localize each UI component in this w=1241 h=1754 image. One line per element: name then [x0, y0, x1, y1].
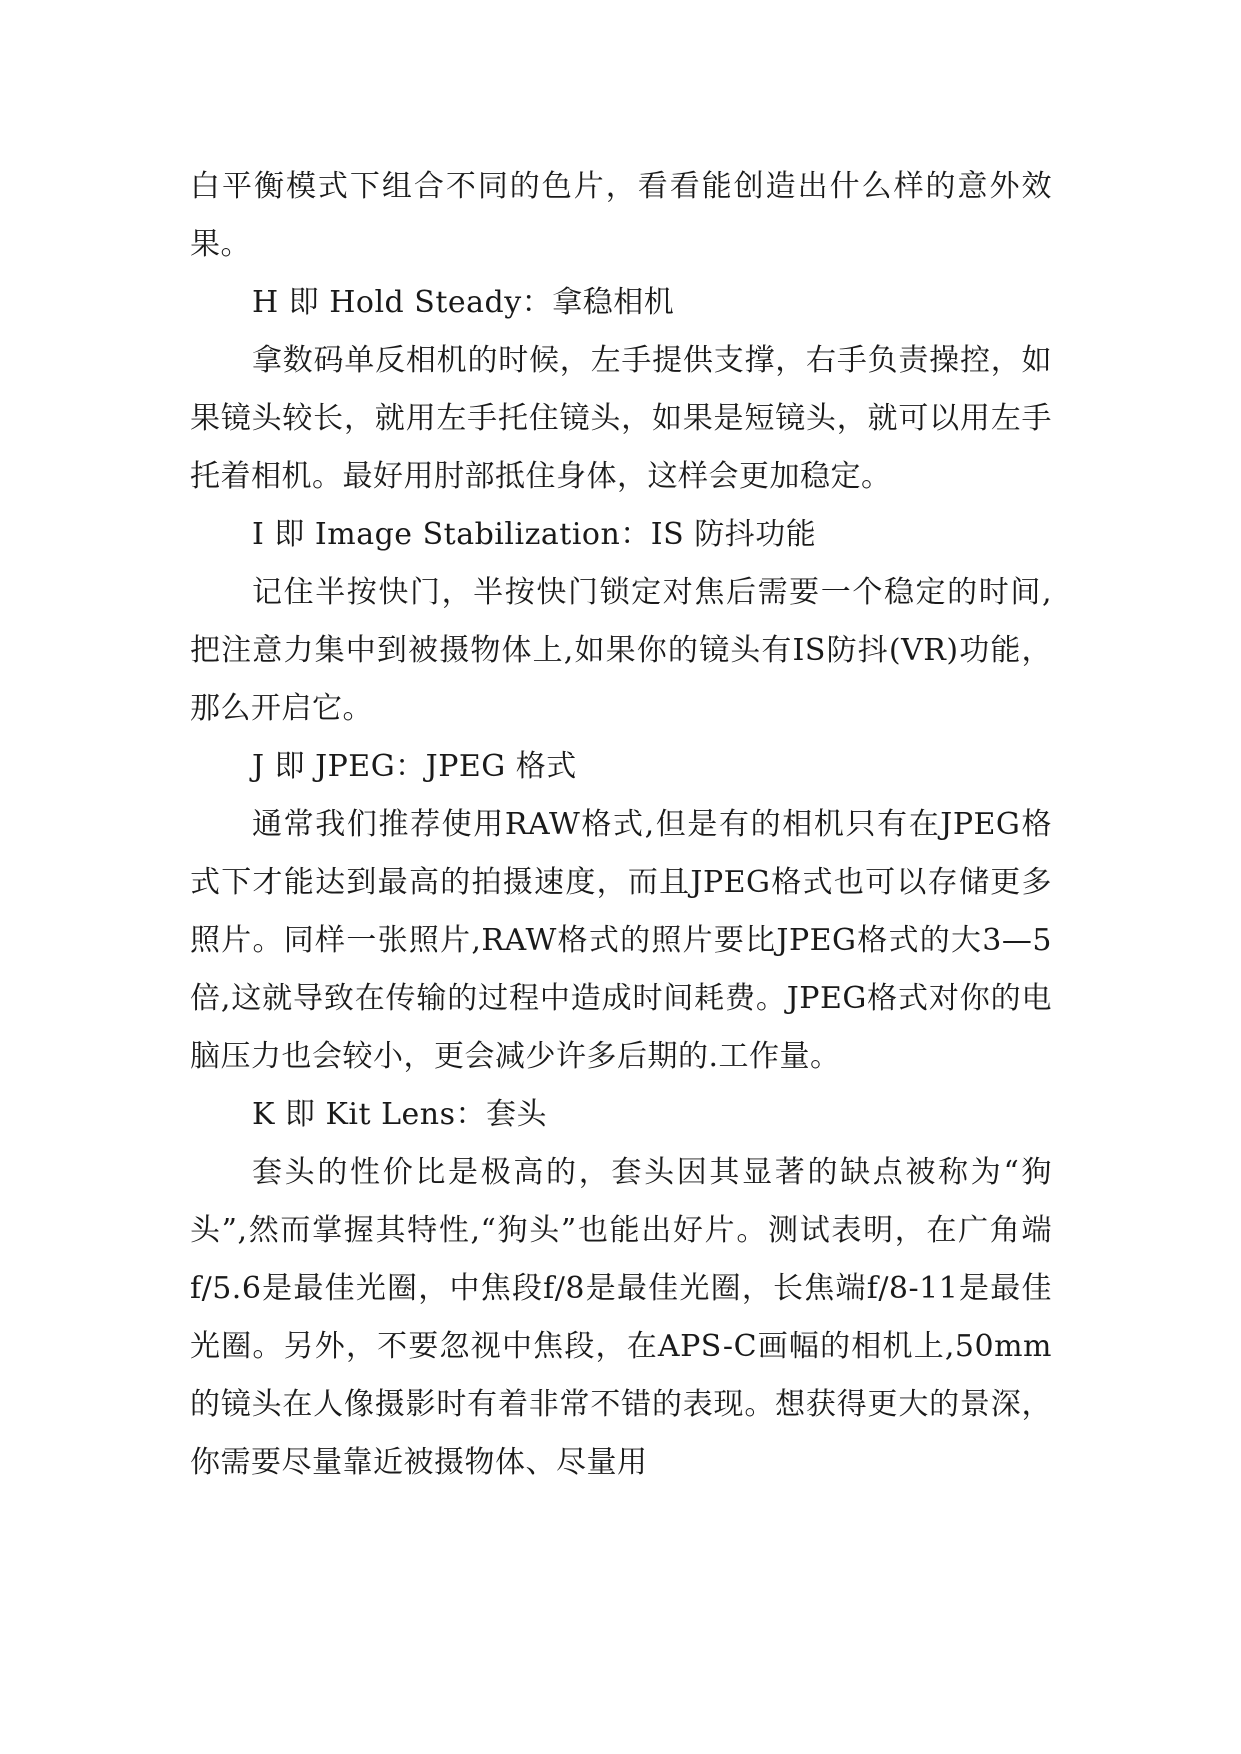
section-heading-h: H 即 Hold Steady：拿稳相机	[252, 285, 675, 320]
section-heading-j: J 即 JPEG：JPEG 格式	[252, 749, 577, 784]
document-body	[190, 158, 1052, 1492]
paragraph-jpeg: 通常我们推荐使用RAW格式,但是有的相机只有在JPEG格式下才能达到最高的拍摄速度，而且JPEG格式也可以存储更多照片。同样一张照片,RAW格式的照片要比JPEG格式的大3—5倍,这就导致在传输的过程中造成时间耗费。JPEG格式对你的电脑压力也会较小，更会减少许多后期的.工作量。	[190, 807, 1052, 1074]
section-heading-k: K 即 Kit Lens：套头	[252, 1097, 547, 1132]
paragraph-kit-lens: 套头的性价比是极高的，套头因其显著的缺点被称为“狗头”,然而掌握其特性,“狗头”也能出好片。测试表明，在广角端f/5.6是最佳光圈，中焦段f/8是最佳光圈，长焦端f/8-11是最佳光圈。另外，不要忽视中焦段，在APS-C画幅的相机上,50mm的镜头在人像摄影时有着非常不错的表现。想获得更大的景深，你需要尽量靠近被摄物体、尽量用	[190, 1155, 1052, 1480]
paragraph-hold-steady: 拿数码单反相机的时候，左手提供支撑，右手负责操控，如果镜头较长，就用左手托住镜头，如果是短镜头，就可以用左手托着相机。最好用肘部抵住身体，这样会更加稳定。	[190, 343, 1052, 494]
section-heading-i: I 即 Image Stabilization：IS 防抖功能	[252, 517, 817, 552]
paragraph-image-stabilization: 记住半按快门，半按快门锁定对焦后需要一个稳定的时间,把注意力集中到被摄物体上,如果你的镜头有IS防抖(VR)功能，那么开启它。	[190, 575, 1052, 726]
paragraph-white-balance-continued: 白平衡模式下组合不同的色片，看看能创造出什么样的意外效果。	[190, 169, 1052, 262]
